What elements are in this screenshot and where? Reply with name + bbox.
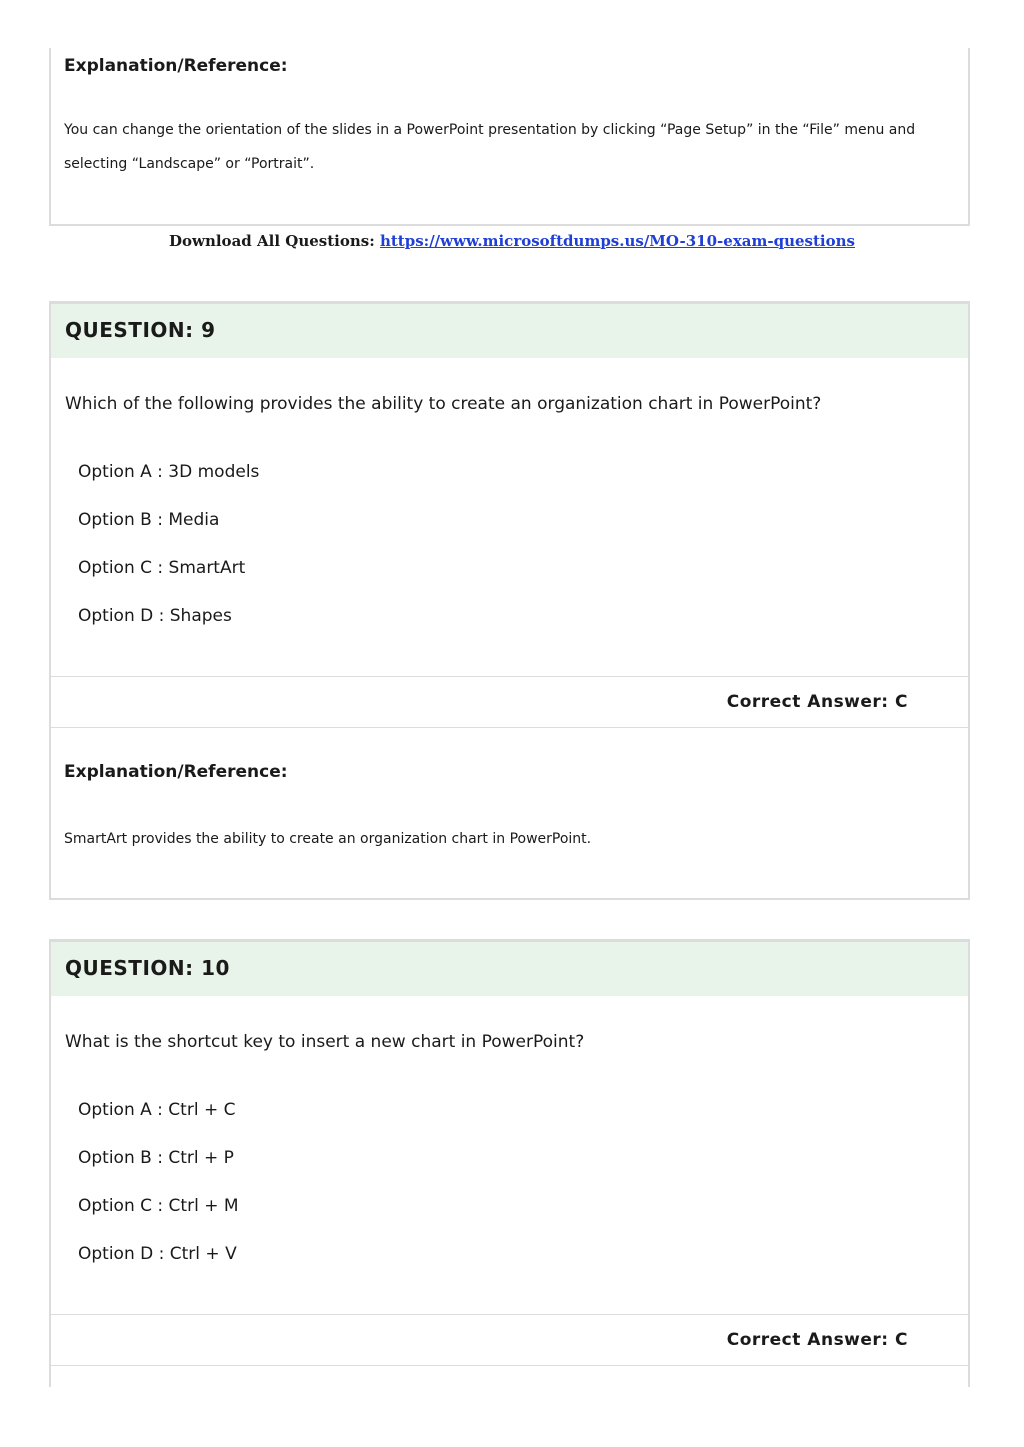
download-label: Download All Questions: [169, 232, 375, 250]
option-d: Option D : Shapes [78, 606, 232, 626]
question-header [51, 304, 968, 358]
explanation-title: Explanation/Reference: [64, 762, 288, 782]
explanation-box-q8 [49, 48, 970, 226]
option-c: Option C : Ctrl + M [78, 1196, 239, 1216]
explanation-text: You can change the orientation of the slides in a PowerPoint presentation by clicking “Page Setup” in the “File” menu and selecting “Landscape” or “Portrait”. [64, 122, 916, 172]
question-title: QUESTION: 10 [65, 956, 230, 980]
explanation-title: Explanation/Reference: [64, 56, 288, 76]
question-box-10 [49, 939, 970, 1387]
option-d: Option D : Ctrl + V [78, 1244, 237, 1264]
divider [51, 676, 968, 677]
question-title: QUESTION: 9 [65, 318, 216, 342]
divider [51, 727, 968, 728]
option-b: Option B : Ctrl + P [78, 1148, 234, 1168]
divider [51, 1314, 968, 1315]
correct-answer: Correct Answer: C [726, 1330, 908, 1350]
download-link[interactable]: https://www.microsoftdumps.us/MO-310-exam-questions [379, 232, 855, 250]
option-b: Option B : Media [78, 510, 220, 530]
question-header [51, 942, 968, 996]
question-text: Which of the following provides the ability to create an organization chart in PowerPoint? [65, 394, 822, 414]
option-a: Option A : 3D models [78, 462, 260, 482]
correct-answer: Correct Answer: C [726, 692, 908, 712]
option-c: Option C : SmartArt [78, 558, 246, 578]
explanation-text: SmartArt provides the ability to create an organization chart in PowerPoint. [64, 831, 592, 847]
question-box-9 [49, 301, 970, 900]
download-line [0, 232, 1024, 250]
divider [51, 1365, 968, 1366]
question-text: What is the shortcut key to insert a new chart in PowerPoint? [65, 1032, 585, 1052]
option-a: Option A : Ctrl + C [78, 1100, 236, 1120]
